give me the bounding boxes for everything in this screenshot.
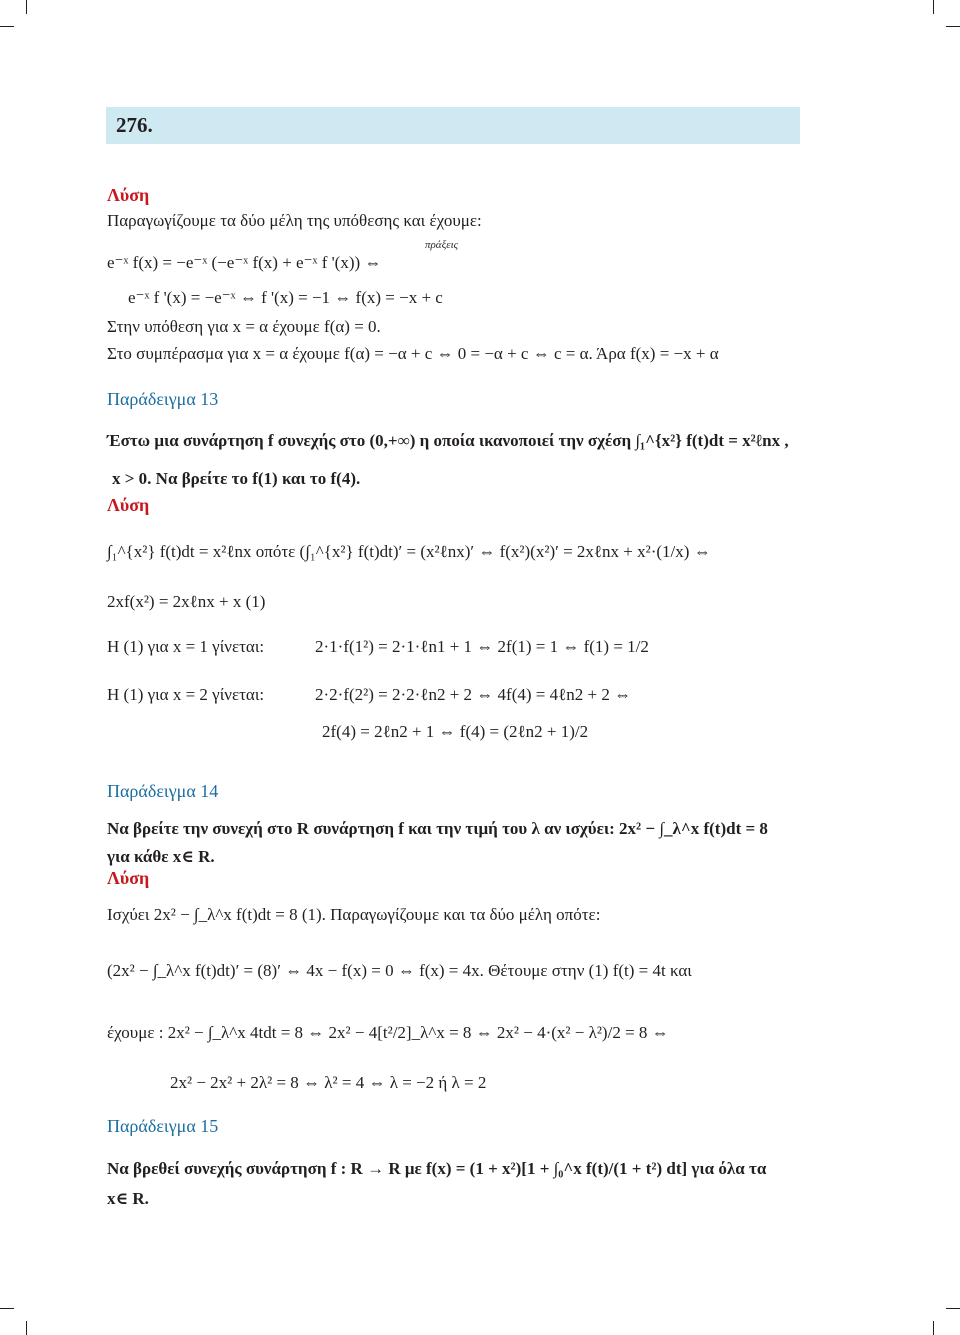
ex13-sol-line1: ∫₁^{x²} f(t)dt = x²ℓnx οπότε (∫₁^{x²} f(t)dt)′ = (x²ℓnx)′ ⇔ f(x²)(x²)′ = 2xℓnx + x²·(1/x) ⇔ bbox=[107, 542, 711, 561]
ex13-statement-line1: Έστω μια συνάρτηση f συνεχής στο (0,+∞) η οποία ικανοποιεί την σχέση ∫₁^{x²} f(t)dt = x²ℓnx , bbox=[107, 431, 789, 450]
solution-label-276: Λύση bbox=[107, 185, 150, 205]
ex14-sol-line3: έχουμε : 2x² − ∫_λ^x 4tdt = 8 ⇔ 2x² − 4[t²/2]_λ^x = 8 ⇔ 2x² − 4·(x² − λ²)/2 = 8 ⇔ bbox=[107, 1023, 669, 1042]
ex14-sol-line4: 2x² − 2x² + 2λ² = 8 ⇔ λ² = 4 ⇔ λ = −2 ή λ = 2 bbox=[170, 1073, 487, 1092]
ex13-case2-label: Η (1) για x = 2 γίνεται: bbox=[107, 685, 265, 704]
ex13-statement-line2: x > 0. Να βρείτε το f(1) και το f(4). bbox=[112, 469, 361, 488]
p276-above-label: πράξεις bbox=[425, 239, 459, 251]
p276-line3: Στην υπόθεση για x = α έχουμε f(α) = 0. bbox=[107, 317, 381, 336]
ex15-title: Παράδειγμα 15 bbox=[107, 1116, 219, 1136]
exercise-number: 276. bbox=[116, 113, 153, 137]
ex15-statement-line2: x∈ R. bbox=[107, 1189, 149, 1208]
exercise-number-bar bbox=[106, 107, 800, 144]
crop-mark-top-left-h bbox=[0, 26, 14, 27]
ex13-case1-label: Η (1) για x = 1 γίνεται: bbox=[107, 637, 265, 656]
ex14-sol-line2: (2x² − ∫_λ^x f(t)dt)′ = (8)′ ⇔ 4x − f(x) = 0 ⇔ f(x) = 4x. Θέτουμε στην (1) f(t) = 4t και bbox=[107, 961, 692, 980]
crop-mark-top-right-h bbox=[946, 26, 960, 27]
ex13-case2-eq2: 2f(4) = 2ℓn2 + 1 ⇔ f(4) = (2ℓn2 + 1)/2 bbox=[322, 722, 589, 741]
crop-mark-bottom-left-h bbox=[0, 1308, 14, 1309]
ex13-title: Παράδειγμα 13 bbox=[107, 389, 219, 409]
crop-mark-bottom-left-v bbox=[26, 1321, 27, 1335]
ex14-solution-label: Λύση bbox=[107, 868, 150, 888]
crop-mark-bottom-right-h bbox=[946, 1308, 960, 1309]
p276-eq2: e⁻ˣ f '(x) = −e⁻ˣ ⇔ f '(x) = −1 ⇔ f(x) = −x + c bbox=[128, 288, 443, 307]
crop-mark-top-right-v bbox=[933, 0, 934, 14]
ex13-solution-label: Λύση bbox=[107, 495, 150, 515]
ex13-case1-eq: 2·1·f(1²) = 2·1·ℓn1 + 1 ⇔ 2f(1) = 1 ⇔ f(1) = 1/2 bbox=[315, 637, 649, 656]
ex14-title: Παράδειγμα 14 bbox=[107, 781, 219, 801]
crop-mark-top-left-v bbox=[26, 0, 27, 14]
p276-intro: Παραγωγίζουμε τα δύο μέλη της υπόθεσης και έχουμε: bbox=[107, 211, 482, 230]
p276-line4: Στο συμπέρασμα για x = α έχουμε f(α) = −α + c ⇔ 0 = −α + c ⇔ c = α. Άρα f(x) = −x + α bbox=[107, 344, 719, 363]
ex15-statement-line1: Να βρεθεί συνεχής συνάρτηση f : R → R με f(x) = (1 + x²)[1 + ∫₀^x f(t)/(1 + t²) dt] για όλα τα bbox=[107, 1159, 767, 1178]
ex14-sol-line1: Ισχύει 2x² − ∫_λ^x f(t)dt = 8 (1). Παραγωγίζουμε και τα δύο μέλη οπότε: bbox=[107, 905, 601, 924]
ex13-sol-line2: 2xf(x²) = 2xℓnx + x (1) bbox=[107, 592, 266, 611]
p276-eq1: e⁻ˣ f(x) = −e⁻ˣ (−e⁻ˣ f(x) + e⁻ˣ f '(x)) ⇔ bbox=[107, 253, 382, 272]
ex13-case2-eq1: 2·2·f(2²) = 2·2·ℓn2 + 2 ⇔ 4f(4) = 4ℓn2 + 2 ⇔ bbox=[315, 685, 632, 704]
ex14-statement-line2: για κάθε x∈ R. bbox=[107, 847, 215, 866]
crop-mark-bottom-right-v bbox=[933, 1321, 934, 1335]
ex14-statement-line1: Να βρείτε την συνεχή στο R συνάρτηση f και την τιμή του λ αν ισχύει: 2x² − ∫_λ^x f(t)dt = 8 bbox=[107, 819, 768, 838]
